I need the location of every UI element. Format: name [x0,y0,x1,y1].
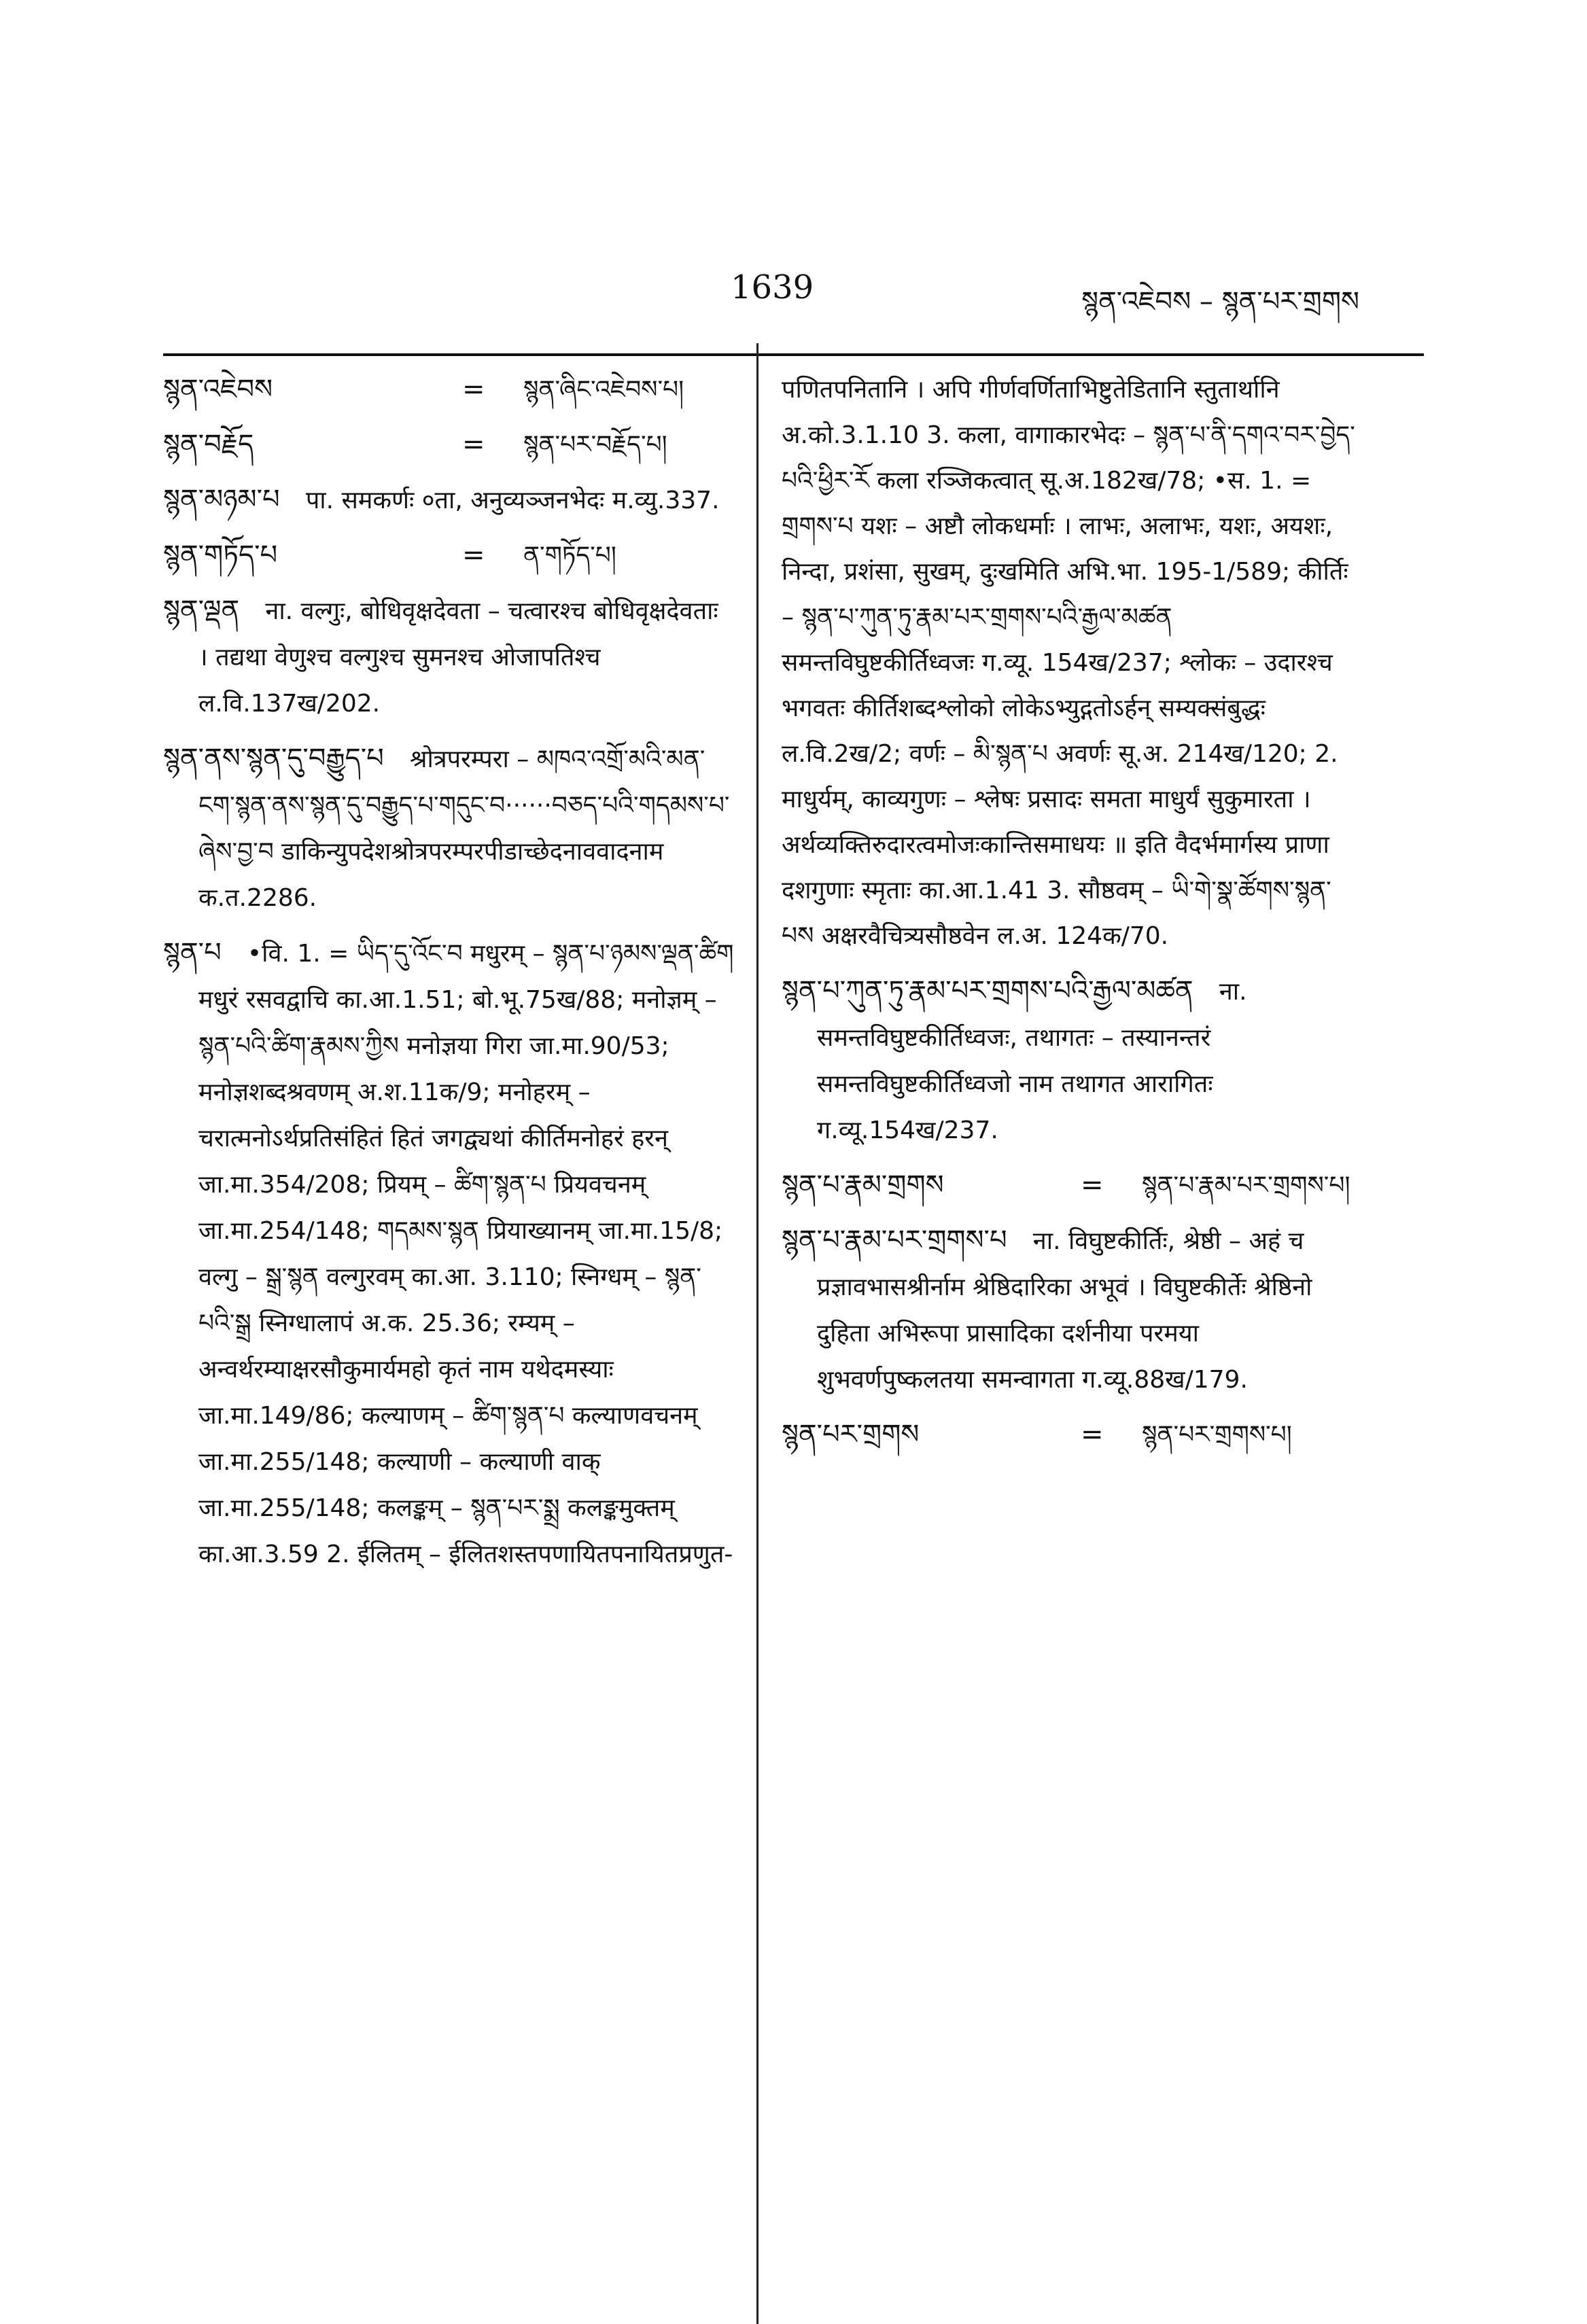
dictionary-entry [163,367,734,412]
dictionary-entry [782,1218,1359,1403]
entry-headword: སྙན་མཉམ་པ [163,484,280,515]
dictionary-entry [163,588,734,726]
entry-headword: སྙན་པ་རྣམ་གྲགས [782,1169,944,1201]
entry-headword: སྙན་བརྗོད [163,429,254,460]
dictionary-entry [163,422,734,468]
entry-definition: पा. समकर्णः ०ता, अनुव्यञ्जनभेदः म.व्यु.337. [305,487,720,514]
dictionary-entry [782,968,1359,1153]
equals-sign: = [1081,1169,1104,1201]
dictionary-entry [782,1163,1359,1208]
entry-headword: སྙན་འཇེབས [163,374,273,405]
continued-entry-text: पणितपनितानि । अपि गीर्णवर्णिताभिष्टुतेडितानि स्तुतार्थानि अ.को.3.1.10 3. कला, वागाकारभेदः – སྙན་པ་ནི་དགའ་བར་བྱེད་པའི་ཕྱིར་རོ कला रञ्जिकत्वात् सू.अ.182ख/78; •स. 1. = གྲགས་པ यशः – अष्टौ लोकधर्माः । लाभः, अलाभः, यशः, अयशः, निन्दा, प्रशंसा, सुखम्, दुःखमिति अभि.भा. 195-1/589; कीर्तिः – སྙན་པ་ཀུན་ཏུ་རྣམ་པར་གྲགས་པའི་རྒྱལ་མཚན समन्तविघुष्टकीर्तिध्वजः ग.व्यू. 154ख/237; श्लोकः – उदारश्च भगवतः कीर्तिशब्दश्लोको लोकेऽभ्युद्गतोऽर्हन् सम्यक्संबुद्धः ल.वि.2ख/2; वर्णः – མི་སྙན་པ अवर्णः सू.अ. 214ख/120; 2. माधुर्यम्, काव्यगुणः – श्लेषः प्रसादः समता माधुर्यं सुकुमारता । अर्थव्यक्तिरुदारत्वमोजःकान्तिसमाधयः ॥ इति वैदर्भमार्गस्य प्राणा दशगुणाः स्मृताः का.आ.1.41 3. सौष्ठवम् – ཡི་གེ་སྣ་ཚོགས་སྙན་པས अक्षरवैचित्र्यसौष्ठवेन ल.अ. 124क/70. [782,376,1355,950]
cross-reference: སྙན་པར་གྲགས་པ། [1142,1421,1292,1449]
left-column [163,367,734,1587]
equals-sign: = [462,374,485,405]
entry-definition: ना. वल्गुः, बोधिवृक्षदेवता – चत्वारश्च बोधिवृक्षदेवताः । तद्यथा वेणुश्च वल्गुश्च सुमनश्च ओजापतिश्च ल.वि.137ख/202. [198,597,718,718]
entry-headword: སྙན་གཏོད་པ [163,540,278,571]
entry-headword: སྙན་པར་གྲགས [782,1419,920,1450]
entry-definition: ना. विघुष्टकीर्तिः, श्रेष्ठी – अहं च प्रज्ञावभासश्रीर्नाम श्रेष्ठिदारिका अभूवं । विघुष्टकीर्तेः श्रेष्ठिनो दुहिता अभिरूपा प्रासादिका दर्शनीया परमया शुभवर्णपुष्कलतया समन्वागता ग.व्यू.88ख/179. [817,1227,1312,1394]
cross-reference: སྙན་པར་བརྗོད་པ། [523,431,667,459]
page-number: 1639 [731,268,814,306]
dictionary-entry [163,736,734,921]
cross-reference: སྙན་པ་རྣམ་པར་གྲགས་པ། [1142,1172,1350,1199]
entry-headword: སྙན་ལྡན [163,595,240,626]
running-head: སྙན་འཇེབས – སྙན་པར་གྲགས [1081,286,1359,317]
equals-sign: = [1081,1419,1104,1450]
dictionary-entry [163,930,734,1577]
equals-sign: = [462,540,485,571]
entry-definition: श्रोत्रपरम्परा – མཁའ་འགྲོ་མའི་མན་ངག་སྙན་ནས་སྙན་དུ་བརྒྱུད་པ་གདུང་བ······བཅད་པའི་གདམས་པ་ཞེས་བྱ་བ डाकिन्युपदेशश्रोत्रपरम्परपीडाच्छेदनाववादनाम क.त.2286. [198,745,730,912]
entry-headword: སྙན་པ་རྣམ་པར་གྲགས་པ [782,1225,1007,1256]
entry-definition: ना. समन्तविघुष्टकीर्तिध्वजः, तथागतः – तस्यानन्तरं समन्तविघुष्टकीर्तिध्वजो नाम तथागत आरागितः ग.व्यू.154ख/237. [817,978,1247,1144]
entry-headword: སྙན་ནས་སྙན་དུ་བརྒྱུད་པ [163,743,384,774]
entry-definition: •वि. 1. = ཡིད་དུ་འོང་བ मधुरम् – སྙན་པ་ཉམས་ལྡན་ཚིག मधुरं रसवद्वाचि का.आ.1.51; बो.भू.75ख/88; मनोज्ञम् – སྙན་པའི་ཚིག་རྣམས་ཀྱིས मनोज्ञया गिरा जा.मा.90/53; मनोज्ञशब्दश्रवणम् अ.श.11क/9; मनोहरम् – चरात्मनोऽर्थप्रतिसंहितं हितं जगद्व्यथां कीर्तिमनोहरं हरन् जा.मा.354/208; प्रियम् – ཚིག་སྙན་པ प्रियवचनम् जा.मा.254/148; གདམས་སྙན प्रियाख्यानम् जा.मा.15/8; वल्गु – སྒྲ་སྙན वल्गुरवम् का.आ. 3.110; स्निग्धम् – སྙན་པའི་སྒྲ स्निग्धालापं अ.क. 25.36; रम्यम् – अन्वर्थरम्याक्षरसौकुमार्यमहो कृतं नाम यथेदमस्याः जा.मा.149/86; कल्याणम् – ཚིག་སྙན་པ कल्याणवचनम् जा.मा.255/148; कल्याणी – कल्याणी वाक् जा.मा.255/148; कलङ्कम् – སྙན་པར་སྨྲ कलङ्कमुक्तम् का.आ.3.59 2. ईलितम् – ईलितशस्तपणायितपनायितप्रणुत- [198,940,734,1568]
entry-headword: སྙན་པ [163,937,222,968]
dictionary-entry [782,1412,1359,1458]
entry-headword: སྙན་པ་ཀུན་ཏུ་རྣམ་པར་གྲགས་པའི་རྒྱལ་མཚན [782,975,1193,1006]
dictionary-entry [163,533,734,578]
cross-reference: ན་གཏོད་པ། [523,542,616,569]
equals-sign: = [462,429,485,460]
column-divider [756,343,758,2324]
header-rule [163,353,1424,356]
cross-reference: སྙན་ཞིང་འཇེབས་པ། [523,376,684,404]
dictionary-entry [163,477,734,523]
right-column [782,367,1359,1467]
